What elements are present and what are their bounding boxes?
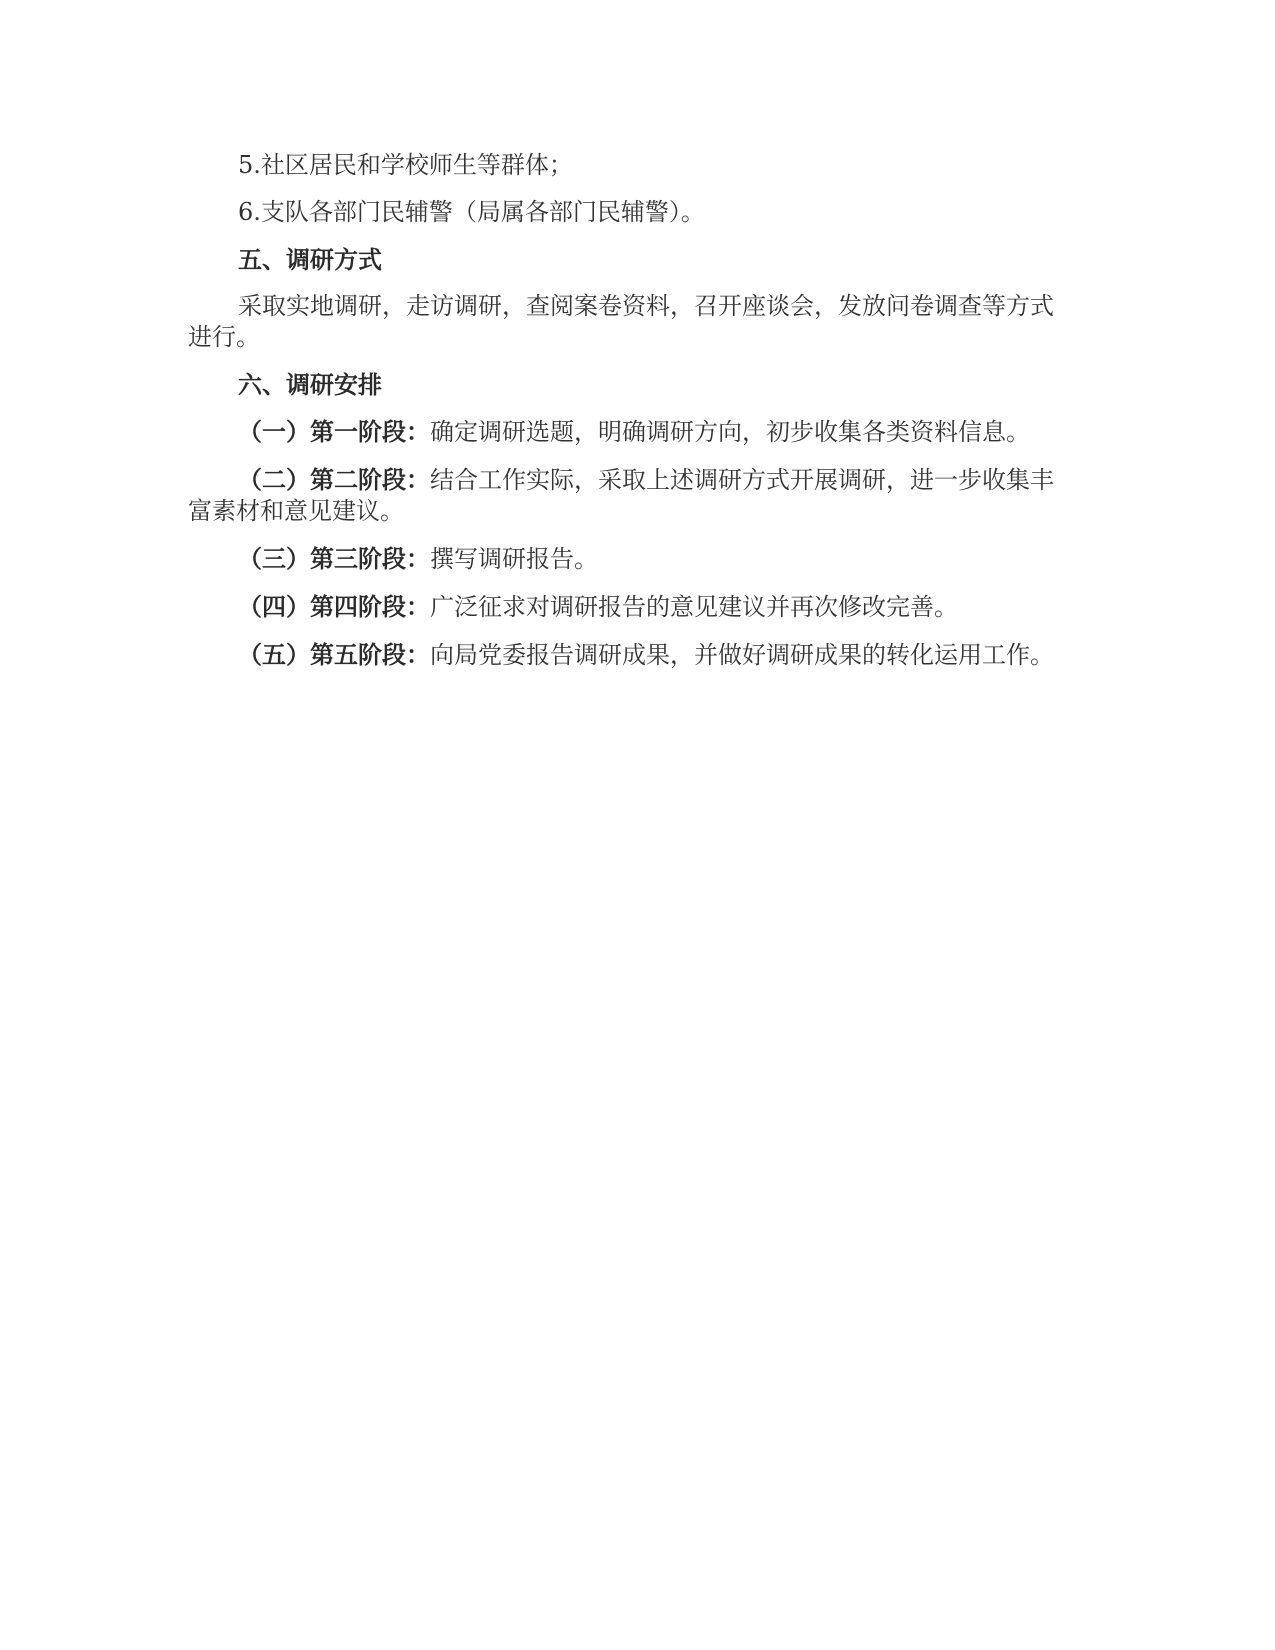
stage-item: [188, 591, 1068, 623]
section-body: 采取实地调研，走访调研，查阅案卷资料，召开座谈会，发放问卷调查等方式进行。: [188, 292, 1054, 351]
stage-text: 广泛征求对调研报告的意见建议并再次修改完善。: [430, 593, 958, 621]
stage-item: [188, 639, 1068, 671]
stage-label: （一）第一阶段：: [238, 417, 430, 446]
stage-text: 结合工作实际，采取上述调研方式开展调研，进一步收集丰富素材和意见建议。: [188, 466, 1054, 525]
stage-label: （四）第四阶段：: [238, 592, 430, 621]
stage-item: [188, 464, 1068, 527]
section-heading: 五、调研方式: [238, 245, 382, 274]
stage-text: 向局党委报告调研成果，并做好调研成果的转化运用工作。: [430, 641, 1054, 669]
stage-label: （三）第三阶段：: [238, 544, 430, 573]
section-heading: 六、调研安排: [238, 370, 382, 399]
stage-item: [188, 416, 1068, 448]
document-body: [188, 150, 1068, 687]
stage-text: 确定调研选题，明确调研方向，初步收集各类资料信息。: [430, 418, 1030, 446]
stage-item: [188, 543, 1068, 575]
list-item: 5.社区居民和学校师生等群体；: [238, 151, 573, 179]
list-item: 6.支队各部门民辅警（局属各部门民辅警）。: [238, 198, 705, 226]
stage-label: （五）第五阶段：: [238, 640, 430, 669]
stage-text: 撰写调研报告。: [430, 545, 598, 573]
stage-label: （二）第二阶段：: [238, 465, 430, 494]
